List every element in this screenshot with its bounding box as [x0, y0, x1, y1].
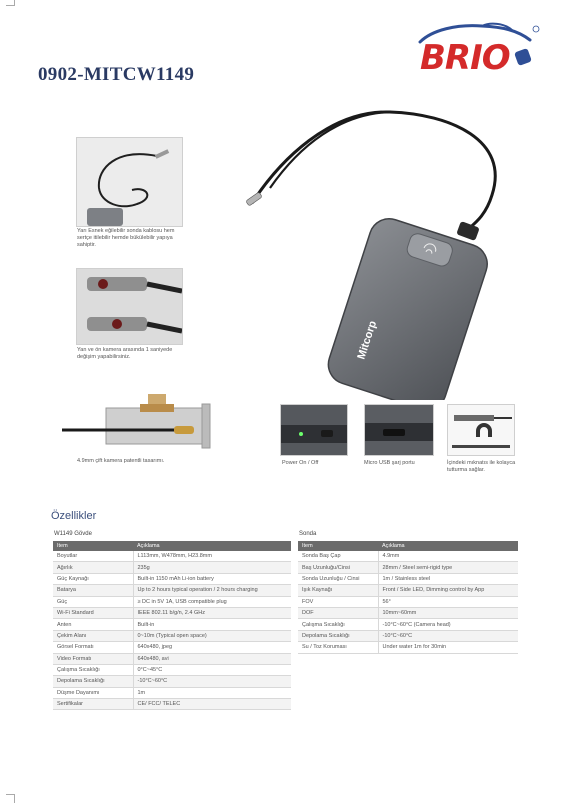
spec-item-cell: Boyutlar: [53, 551, 133, 562]
spec-value-cell: -10°C~60°C: [378, 630, 518, 641]
probe-spec-table: [298, 541, 518, 654]
spec-value-cell: Built-in: [133, 619, 291, 630]
table-row: [298, 562, 518, 573]
table-row: [298, 585, 518, 596]
spec-value-cell: Under water 1m for 30min: [378, 642, 518, 653]
table-row: [53, 630, 291, 641]
power-caption: Power On / Off: [282, 460, 319, 466]
body-table-label: W1149 Gövde: [54, 531, 92, 537]
spec-value-cell: 235g: [133, 562, 291, 573]
spec-item-cell: FOV: [298, 596, 378, 607]
magnet-photo: [447, 404, 515, 456]
spec-item-cell: Wi-Fi Standard: [53, 607, 133, 618]
spec-value-cell: 0~10m (Typical open space): [133, 630, 291, 641]
specs-section-title: Özellikler: [51, 510, 97, 522]
spec-item-cell: Depolama Sıcaklığı: [298, 630, 378, 641]
table-row: [298, 551, 518, 562]
table-row: [298, 607, 518, 618]
table-row: [53, 699, 291, 710]
spec-item-cell: Çalışma Sıcaklığı: [53, 664, 133, 675]
spec-value-cell: -10°C~60°C (Camera head): [378, 619, 518, 630]
table-header: Açıklama: [133, 541, 291, 551]
spec-value-cell: IEEE 802.11 b/g/n, 2.4 GHz: [133, 607, 291, 618]
spec-value-cell: CE/ FCC/ TELEC: [133, 699, 291, 710]
spec-value-cell: Front / Side LED, Dimming control by App: [378, 585, 518, 596]
flex-cable-photo: [76, 137, 183, 227]
table-row: [53, 551, 291, 562]
table-header: Item: [298, 541, 378, 551]
spec-value-cell: Built-in 1150 mAh Li-ion battery: [133, 573, 291, 584]
table-row: [53, 687, 291, 698]
table-row: [53, 562, 291, 573]
spec-value-cell: 640x480, avi: [133, 653, 291, 664]
table-row: [53, 664, 291, 675]
magnet-caption: İçindeki mıknatıs ile kolayca tutturma sağlar.: [447, 460, 516, 473]
page-title: 0902-MITCW1149: [38, 64, 195, 85]
spec-value-cell: 1m / Stainless steel: [378, 573, 518, 584]
spec-item-cell: Anten: [53, 619, 133, 630]
spec-item-cell: Çalışma Sıcaklığı: [298, 619, 378, 630]
spec-value-cell: 56°: [378, 596, 518, 607]
usb-caption: Micro USB şarj portu: [364, 460, 415, 466]
power-button-photo: [280, 404, 348, 456]
spec-item-cell: Güç: [53, 596, 133, 607]
table-row: [298, 596, 518, 607]
spec-item-cell: Ağırlık: [53, 562, 133, 573]
table-row: [298, 630, 518, 641]
table-header: Item: [53, 541, 133, 551]
spec-value-cell: Up to 2 hours typical operation / 2 hours charging: [133, 585, 291, 596]
table-row: [298, 642, 518, 653]
spec-item-cell: Depolama Sıcaklığı: [53, 676, 133, 687]
spec-value-cell: ≥ DC in 5V 1A, USB compatible plug: [133, 596, 291, 607]
table-row: [53, 573, 291, 584]
table-row: [53, 653, 291, 664]
table-row: [298, 573, 518, 584]
table-row: [298, 619, 518, 630]
probe-table-label: Sonda: [299, 531, 317, 537]
table-header: Açıklama: [378, 541, 518, 551]
dual-camera-caption: Yan ve ön kamera arasında 1 saniyede değişim yapabilirsiniz.: [77, 347, 173, 360]
brio-logo: [412, 20, 542, 78]
logo-text: BRIO: [420, 38, 510, 78]
spec-item-cell: Baş Uzunluğu/Cinsi: [298, 562, 378, 573]
spec-item-cell: Su / Toz Koruması: [298, 642, 378, 653]
flex-cable-caption: Yarı Esnek eğilebilir sonda kablosu hem sertçe itilebilir hemde bükülebilir yapıya sahiptir.: [77, 228, 175, 248]
spec-item-cell: Video Formatı: [53, 653, 133, 664]
spec-item-cell: Sonda Baş Çap: [298, 551, 378, 562]
table-row: [53, 642, 291, 653]
spec-item-cell: Çekim Alanı: [53, 630, 133, 641]
table-row: [53, 585, 291, 596]
usb-port-photo: [364, 404, 434, 456]
spec-item-cell: Sonda Uzunluğu / Cinsi: [298, 573, 378, 584]
pipe-inspection-photo: [62, 394, 222, 456]
spec-item-cell: Işık Kaynağı: [298, 585, 378, 596]
body-spec-table: [53, 541, 291, 710]
spec-item-cell: Görsel Formatı: [53, 642, 133, 653]
spec-value-cell: 10mm~60mm: [378, 607, 518, 618]
spec-value-cell: 640x480, jpeg: [133, 642, 291, 653]
table-row: [53, 607, 291, 618]
spec-value-cell: 28mm / Steel semi-rigid type: [378, 562, 518, 573]
spec-item-cell: Batarya: [53, 585, 133, 596]
spec-item-cell: DOF: [298, 607, 378, 618]
endoscope-product-image: [240, 100, 540, 400]
spec-value-cell: 4.9mm: [378, 551, 518, 562]
spec-item-cell: Sertifikalar: [53, 699, 133, 710]
crop-mark-bottom-left: [6, 794, 15, 803]
spec-value-cell: 0°C~45°C: [133, 664, 291, 675]
crop-mark-top-left: [6, 0, 15, 6]
table-row: [53, 619, 291, 630]
spec-value-cell: 1m: [133, 687, 291, 698]
device-brand-label: Mitcorp: [355, 319, 380, 361]
table-row: [53, 676, 291, 687]
spec-item-cell: Güç Kaynağı: [53, 573, 133, 584]
spec-value-cell: -10°C~60°C: [133, 676, 291, 687]
spec-value-cell: L113mm, W478mm, H23.8mm: [133, 551, 291, 562]
table-row: [53, 596, 291, 607]
patent-caption: 4.9mm çift kamera patentli tasarımı.: [77, 458, 165, 464]
dual-camera-photo: [76, 268, 183, 345]
spec-item-cell: Düşme Dayanımı: [53, 687, 133, 698]
